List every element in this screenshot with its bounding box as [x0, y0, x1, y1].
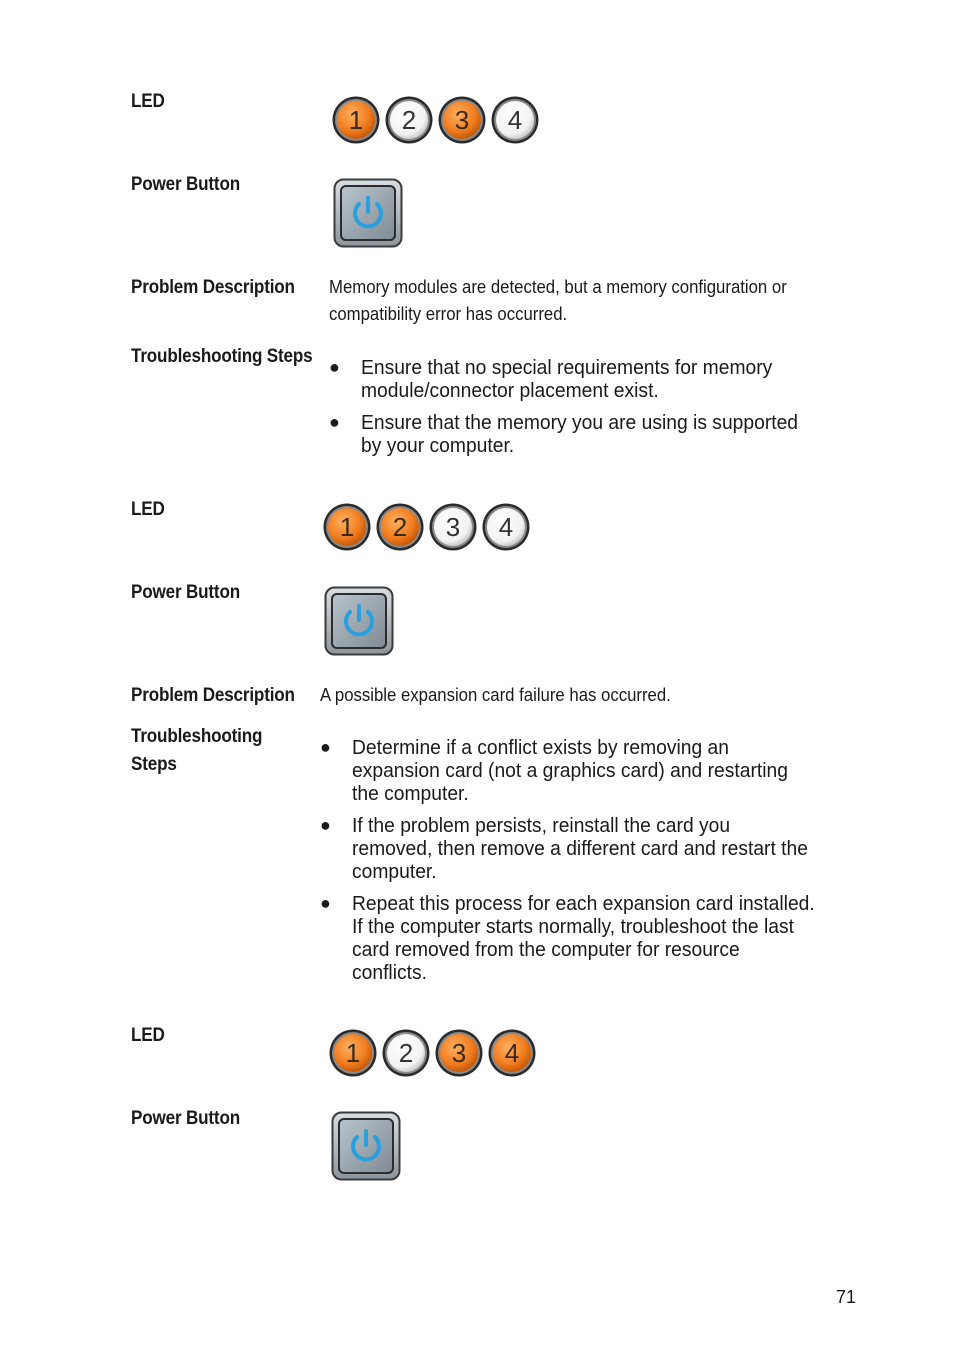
led-1-icon — [322, 502, 372, 552]
led-2-icon — [384, 95, 434, 145]
troubleshooting-steps-list — [329, 356, 849, 466]
power-button-label: Power Button — [131, 1108, 240, 1129]
bullet-icon: ● — [329, 357, 340, 377]
problem-description-label: Problem Description — [131, 685, 295, 706]
svg-text:2: 2 — [392, 512, 408, 542]
led-3-icon — [437, 95, 487, 145]
led-3-icon — [434, 1028, 484, 1078]
page-number: 71 — [836, 1287, 857, 1307]
svg-text:4: 4 — [504, 1038, 520, 1068]
bullet-icon: ● — [320, 815, 331, 835]
bullet-icon: ● — [320, 893, 331, 913]
bullet-icon: ● — [329, 412, 340, 432]
svg-text:2: 2 — [401, 105, 417, 135]
svg-text:3: 3 — [445, 512, 461, 542]
led-label: LED — [131, 1025, 165, 1046]
svg-text:2: 2 — [398, 1038, 414, 1068]
led-4-icon — [487, 1028, 537, 1078]
led-2-icon — [381, 1028, 431, 1078]
svg-text:3: 3 — [451, 1038, 467, 1068]
power-icon — [333, 178, 403, 248]
list-item: ● Ensure that no special requirements for memory module/connector placement exist. — [329, 356, 773, 402]
power-button-label: Power Button — [131, 582, 240, 603]
problem-description-label: Problem Description — [131, 277, 295, 298]
led-1-icon — [328, 1028, 378, 1078]
led-indicator-group — [331, 95, 543, 145]
power-icon — [324, 586, 394, 656]
power-icon — [331, 1111, 401, 1181]
problem-description-line: A possible expansion card failure has occurred. — [320, 685, 671, 705]
troubleshooting-steps-label: Troubleshooting Steps — [131, 346, 313, 367]
led-4-icon — [490, 95, 540, 145]
bullet-icon: ● — [320, 737, 331, 757]
problem-description-line: compatibility error has occurred. — [329, 304, 568, 324]
svg-text:3: 3 — [454, 105, 470, 135]
led-indicator-group — [322, 502, 534, 552]
list-item: ● Ensure that the memory you are using is supported by your computer. — [329, 411, 799, 457]
troubleshooting-label: Troubleshooting — [131, 726, 263, 747]
list-item: ● Repeat this process for each expansion card installed. If the computer starts normally, troubleshoot the last card removed from the computer for resource conflicts. — [320, 892, 815, 984]
list-item: ● Determine if a conflict exists by removing an expansion card (not a graphics card) and restarting the computer. — [320, 736, 788, 805]
power-button-label: Power Button — [131, 174, 240, 195]
svg-text:4: 4 — [507, 105, 523, 135]
svg-text:1: 1 — [348, 105, 364, 135]
svg-text:1: 1 — [339, 512, 355, 542]
led-2-icon — [375, 502, 425, 552]
svg-text:4: 4 — [498, 512, 514, 542]
led-1-icon — [331, 95, 381, 145]
svg-text:1: 1 — [345, 1038, 361, 1068]
led-label: LED — [131, 499, 165, 520]
led-3-icon — [428, 502, 478, 552]
led-indicator-group — [328, 1028, 540, 1078]
steps-label: Steps — [131, 754, 177, 775]
led-label: LED — [131, 91, 165, 112]
problem-description-line: Memory modules are detected, but a memory configuration or — [329, 277, 787, 297]
troubleshooting-steps-list — [320, 736, 860, 993]
list-item: ● If the problem persists, reinstall the card you removed, then remove a different card and restart the computer. — [320, 814, 808, 883]
led-4-icon — [481, 502, 531, 552]
